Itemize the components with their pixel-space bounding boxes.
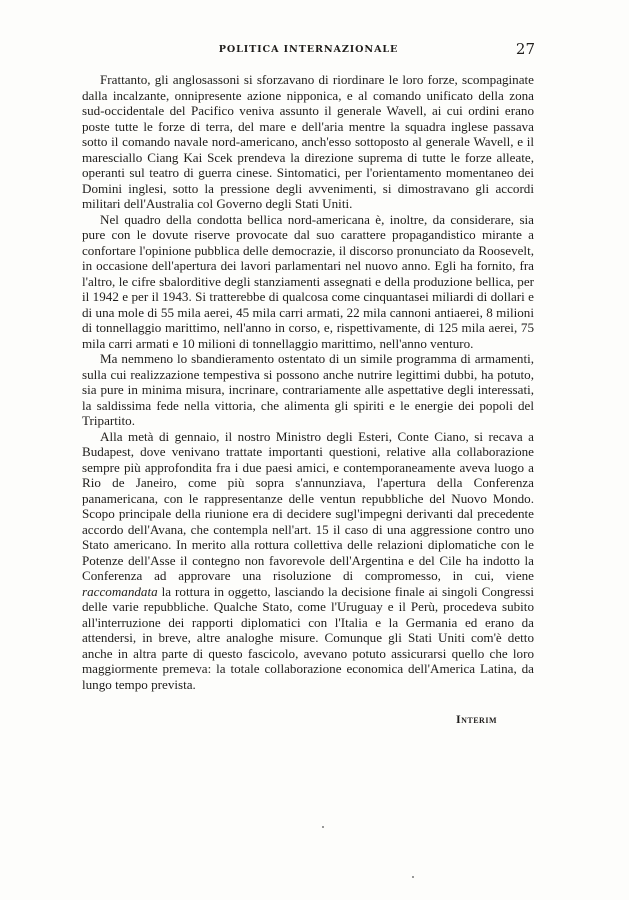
author-signature: Interim bbox=[455, 712, 497, 726]
page-header bbox=[82, 40, 535, 60]
emphasized-word: raccomandata bbox=[82, 583, 158, 599]
paragraph-3: Ma nemmeno lo sbandieramento ostentato di un simile programma di armamenti, sulla cui realizzazione tempestiva si possono anche nutrire legittimi dubbi, ha potuto, sia pure in minima misura, incrinare, contrariamente alle aspettative degli interessati, la saldissima fede nella vittoria, che alimenta gli spiriti e le energie dei popoli del Tripartito. bbox=[82, 351, 534, 428]
paragraph-2: Nel quadro della condotta bellica nord-americana è, inoltre, da considerare, sia pure con le dovute riserve provocate dal suo carattere propagandistico mirante a confortare l'opinione pubblica delle democrazie, il discorso pronunciato da Roosevelt, in occasione dell'apertura dei lavori parlamentari nel nuovo anno. Egli ha fornito, fra l'altro, le cifre sbalorditive degli stanziamenti assegnati e della produzione bellica, per il 1942 e per il 1943. Si tratterebbe di qualcosa come cinquantasei miliardi di dollari e di una mole di 55 mila aerei, 45 mila carri armati, 22 mila cannoni antiaerei, 8 milioni di tonnellaggio marittimo, nell'anno in corso, e, rispettivamente, di 125 mila aerei, 75 mila carri armati e 10 milioni di tonnellaggio marittimo, nell'anno venturo. bbox=[82, 211, 534, 351]
article-body bbox=[82, 72, 534, 692]
page-number: 27 bbox=[515, 40, 535, 58]
print-speck bbox=[322, 826, 324, 828]
paragraph-4: Alla metà di gennaio, il nostro Ministro degli Esteri, Conte Ciano, si recava a Budapest, dove venivano trattate importanti questioni, relative alla collaborazione sempre più approfondita fra i due paesi amici, e contemporaneamente aveva luogo a Rio de Janeiro, come più sopra s'annunziava, l'apertura della Conferenza panamericana, con le rappresentanze delle ventun repubbliche del Nuovo Mondo. Scopo principale della riunione era di decidere sugl'impegni derivanti dal precedente accordo dell'Avana, che contempla nell'art. 15 il caso di una aggressione contro uno Stato americano. In merito alla rottura collettiva delle relazioni diplomatiche con le Potenze dell'Asse il contegno non favorevole dell'Argentina e del Cile ha indotto la Conferenza ad approvare una risoluzione di compromesso, in cui, viene raccomandata la rottura in oggetto, lasciando la decisione finale ai singoli Congressi delle varie repubbliche. Qualche Stato, come l'Uruguay e il Perù, procedeva subito all'interruzione dei rapporti diplomatici con l'Italia e la Germania ed erano da attendersi, in breve, altre analoghe misure. Comunque gli Stati Uniti com'è detto anche in altra parte di questo fascicolo, avevano potuto assicurarsi quello che loro maggiormente premeva: la totale collaborazione economica dell'America Latina, da lungo tempo prevista. bbox=[82, 428, 534, 692]
print-speck bbox=[412, 876, 414, 878]
paragraph-1: Frattanto, gli anglosassoni si sforzavano di riordinare le loro forze, scompaginate dalla incalzante, onnipresente azione nipponica, e al comando unificato della zona sud-occidentale del Pacifico veniva assunto il generale Wavell, ai cui ordini erano poste tutte le forze di terra, del mare e dell'aria mentre la squadra inglese passava sotto il comando navale nord-americano, anch'esso sottoposto al generale Wavell, e il maresciallo Ciang Kai Scek prendeva la direzione suprema di tutte le forze alleate, operanti sul teatro di guerra cinese. Sintomatici, per l'orientamento momentaneo dei Domini inglesi, sotto la pressione degli avvenimenti, si dimostravano gli accordi militari dell'Australia col Governo degli Stati Uniti. bbox=[82, 72, 534, 211]
running-title: POLITICA INTERNAZIONALE bbox=[218, 44, 399, 55]
